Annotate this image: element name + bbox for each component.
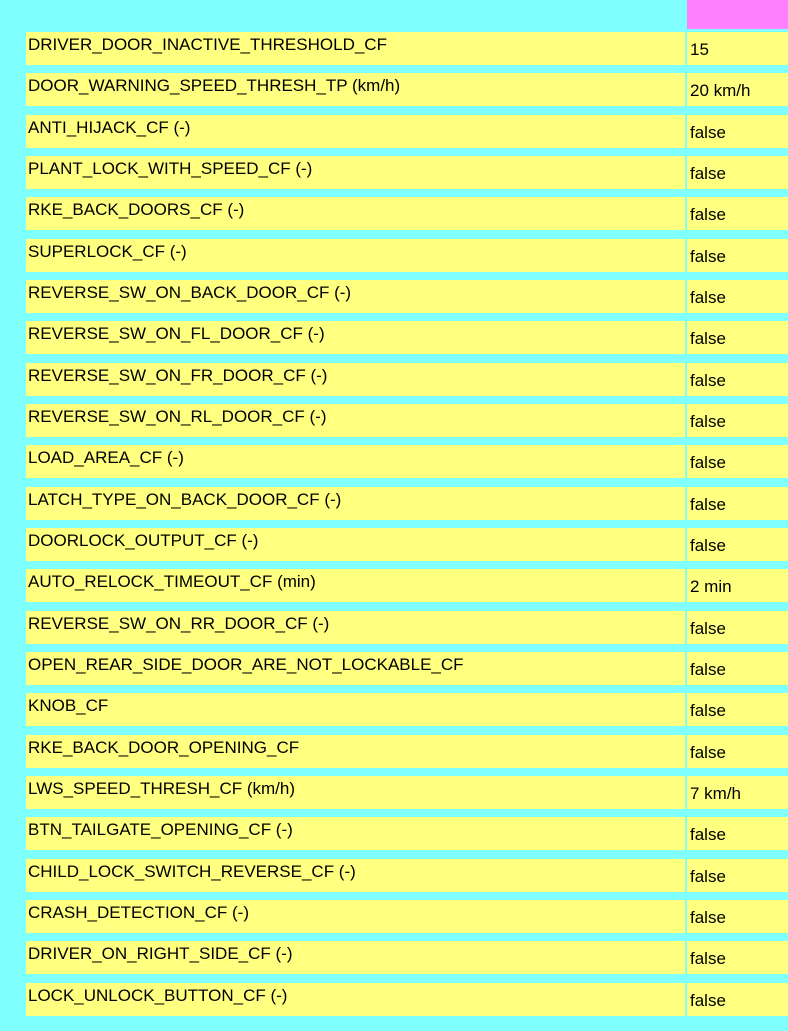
table-row[interactable]: [26, 280, 788, 313]
parameter-name: LATCH_TYPE_ON_BACK_DOOR_CF (-): [26, 487, 685, 520]
parameter-name: REVERSE_SW_ON_RL_DOOR_CF (-): [26, 404, 685, 437]
parameter-value: false: [687, 115, 788, 148]
parameter-value: false: [687, 735, 788, 768]
parameter-value: 7 km/h: [687, 776, 788, 809]
parameter-name: OPEN_REAR_SIDE_DOOR_ARE_NOT_LOCKABLE_CF: [26, 652, 685, 685]
parameter-value: false: [687, 693, 788, 726]
table-row[interactable]: [26, 321, 788, 354]
parameter-value: false: [687, 487, 788, 520]
parameter-value: false: [687, 197, 788, 230]
table-row[interactable]: [26, 941, 788, 974]
parameter-value: false: [687, 280, 788, 313]
parameter-value: false: [687, 941, 788, 974]
table-row[interactable]: [26, 32, 788, 65]
parameter-name: REVERSE_SW_ON_BACK_DOOR_CF (-): [26, 280, 685, 313]
parameter-name: RKE_BACK_DOOR_OPENING_CF: [26, 735, 685, 768]
table-row[interactable]: [26, 73, 788, 106]
table-row[interactable]: [26, 445, 788, 478]
parameter-name: RKE_BACK_DOORS_CF (-): [26, 197, 685, 230]
parameter-name: BTN_TAILGATE_OPENING_CF (-): [26, 817, 685, 850]
parameter-name: REVERSE_SW_ON_RR_DOOR_CF (-): [26, 611, 685, 644]
parameter-value: false: [687, 652, 788, 685]
parameter-name: AUTO_RELOCK_TIMEOUT_CF (min): [26, 569, 685, 602]
parameter-value: false: [687, 528, 788, 561]
parameter-name: KNOB_CF: [26, 693, 685, 726]
parameter-name: ANTI_HIJACK_CF (-): [26, 115, 685, 148]
parameter-name: DRIVER_DOOR_INACTIVE_THRESHOLD_CF: [26, 32, 685, 65]
parameter-name: DOOR_WARNING_SPEED_THRESH_TP (km/h): [26, 73, 685, 106]
parameter-name: LWS_SPEED_THRESH_CF (km/h): [26, 776, 685, 809]
table-row[interactable]: [26, 776, 788, 809]
parameter-name: PLANT_LOCK_WITH_SPEED_CF (-): [26, 156, 685, 189]
table-row[interactable]: [26, 363, 788, 396]
table-row[interactable]: [26, 693, 788, 726]
parameter-name: CRASH_DETECTION_CF (-): [26, 900, 685, 933]
table-row[interactable]: [26, 900, 788, 933]
parameter-name: CHILD_LOCK_SWITCH_REVERSE_CF (-): [26, 859, 685, 892]
parameter-name: DRIVER_ON_RIGHT_SIDE_CF (-): [26, 941, 685, 974]
parameter-value: false: [687, 983, 788, 1016]
parameter-name: LOCK_UNLOCK_BUTTON_CF (-): [26, 983, 685, 1016]
parameter-value: 2 min: [687, 569, 788, 602]
parameter-name: LOAD_AREA_CF (-): [26, 445, 685, 478]
table-row[interactable]: [26, 735, 788, 768]
table-row[interactable]: [26, 817, 788, 850]
parameter-value: false: [687, 900, 788, 933]
parameter-value: 20 km/h: [687, 73, 788, 106]
top-right-header-block: [687, 0, 788, 29]
table-row[interactable]: [26, 487, 788, 520]
parameter-value: false: [687, 404, 788, 437]
parameter-name: REVERSE_SW_ON_FL_DOOR_CF (-): [26, 321, 685, 354]
parameter-value: 15: [687, 32, 788, 65]
parameter-value: false: [687, 363, 788, 396]
table-row[interactable]: [26, 115, 788, 148]
parameter-table: [26, 32, 788, 1024]
table-row[interactable]: [26, 404, 788, 437]
parameter-name: REVERSE_SW_ON_FR_DOOR_CF (-): [26, 363, 685, 396]
table-row[interactable]: [26, 156, 788, 189]
parameter-value: false: [687, 321, 788, 354]
table-row[interactable]: [26, 239, 788, 272]
parameter-name: DOORLOCK_OUTPUT_CF (-): [26, 528, 685, 561]
parameter-name: SUPERLOCK_CF (-): [26, 239, 685, 272]
table-row[interactable]: [26, 197, 788, 230]
parameter-value: false: [687, 445, 788, 478]
parameter-value: false: [687, 817, 788, 850]
table-row[interactable]: [26, 528, 788, 561]
parameter-value: false: [687, 239, 788, 272]
parameter-value: false: [687, 611, 788, 644]
table-row[interactable]: [26, 652, 788, 685]
table-row[interactable]: [26, 983, 788, 1016]
table-row[interactable]: [26, 611, 788, 644]
parameter-value: false: [687, 156, 788, 189]
parameter-value: false: [687, 859, 788, 892]
table-row[interactable]: [26, 569, 788, 602]
table-row[interactable]: [26, 859, 788, 892]
